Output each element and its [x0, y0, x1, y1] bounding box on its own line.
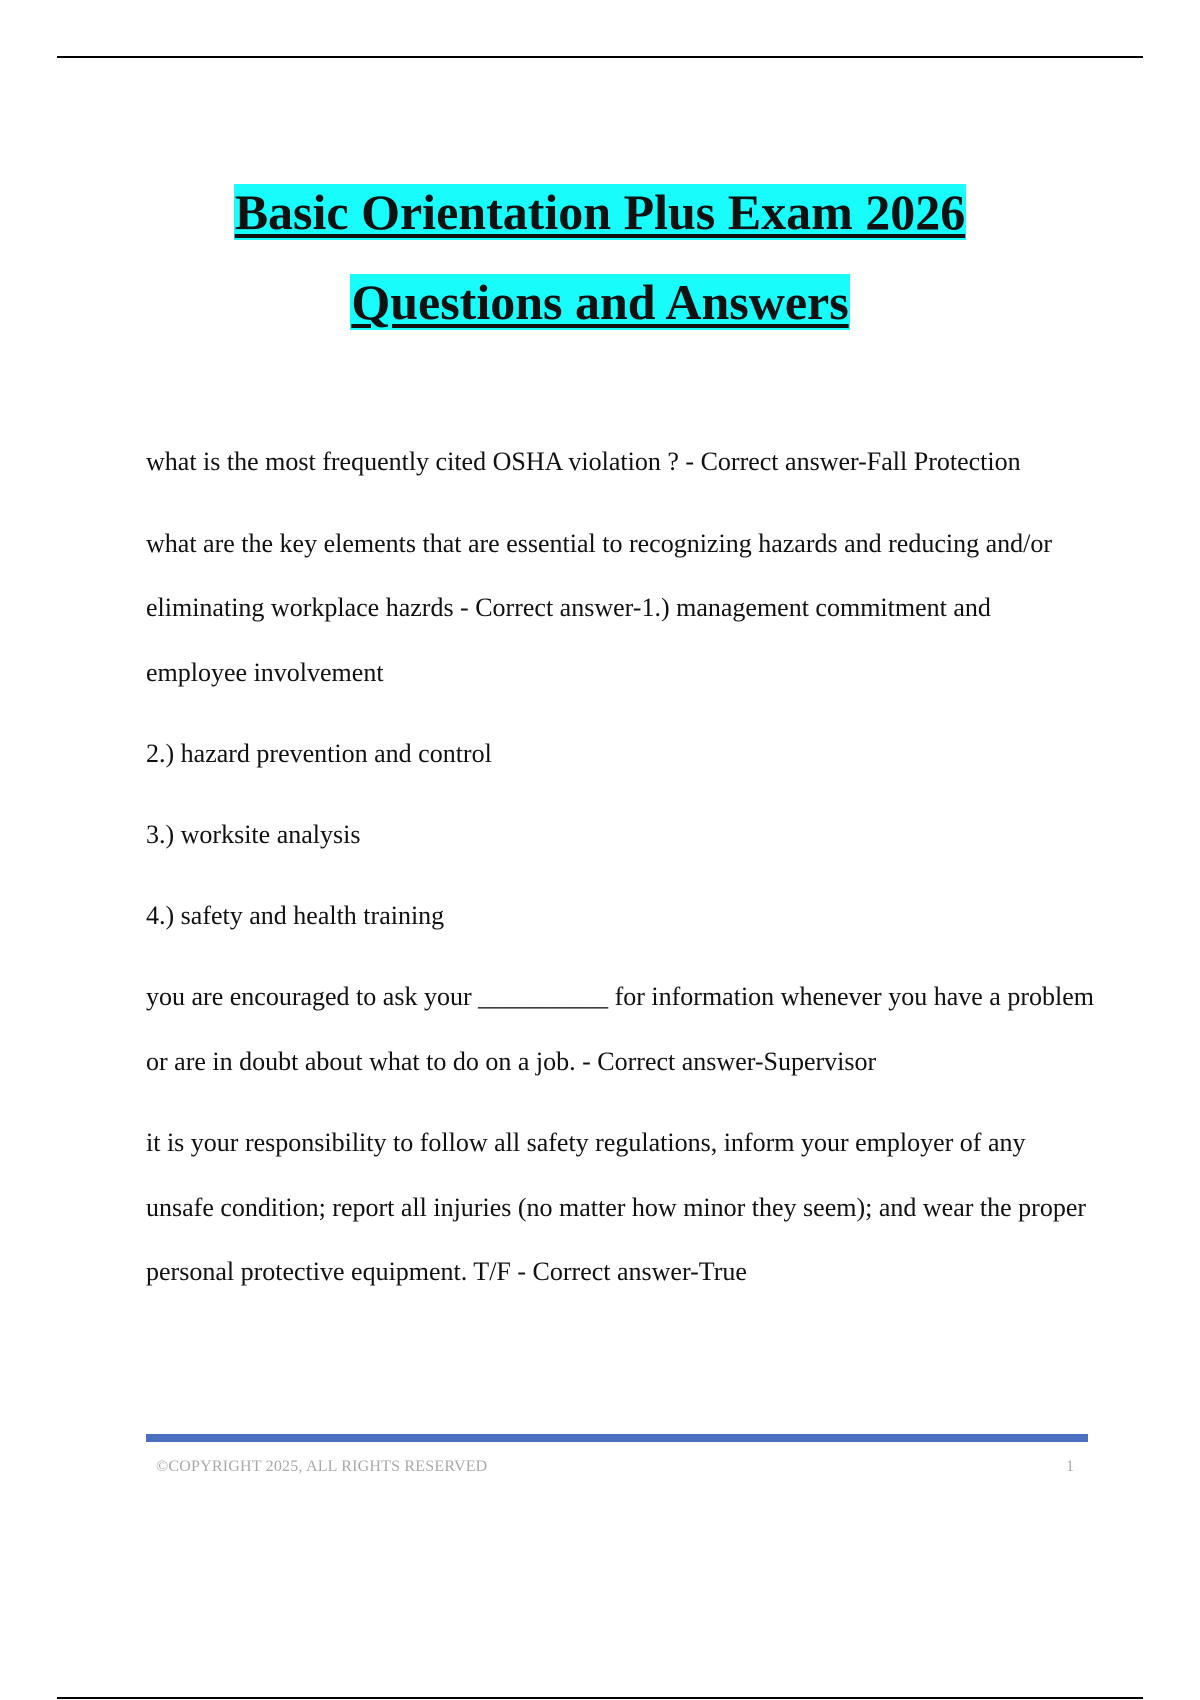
document-title-line-2 [0, 273, 1200, 331]
footer-copyright: ©COPYRIGHT 2025, ALL RIGHTS RESERVED [156, 1458, 488, 1475]
footer-divider-bar [146, 1434, 1088, 1442]
qa-paragraph-3: 2.) hazard prevention and control [146, 739, 492, 768]
title-line-1-text: Basic Orientation Plus Exam 2026 [234, 184, 966, 240]
qa-paragraph-4: 3.) worksite analysis [146, 820, 361, 849]
footer-page-number: 1 [1066, 1458, 1074, 1475]
qa-paragraph-6: you are encouraged to ask your __________ for information whenever you have a problem or are in doubt about what to do on a job. - Correct answer-Supervisor [146, 982, 1094, 1076]
qa-paragraph-7: it is your responsibility to follow all safety regulations, inform your employer of any unsafe condition; report all injuries (no matter how minor they seem); and wear the proper personal protective equipment. T/F - Correct answer-True [146, 1128, 1087, 1286]
qa-paragraph-1: what is the most frequently cited OSHA violation ? - Correct answer-Fall Protection [146, 447, 1021, 476]
document-title-line-1 [0, 183, 1200, 241]
document-body [146, 430, 1096, 1322]
top-rule [57, 56, 1143, 58]
qa-paragraph-2: what are the key elements that are essential to recognizing hazards and reducing and/or eliminating workplace hazrds - Correct answer-1.) management commitment and employee involvement [146, 528, 1053, 687]
bottom-rule [57, 1697, 1143, 1699]
qa-paragraph-5: 4.) safety and health training [146, 901, 445, 930]
title-line-2-text: Questions and Answers [351, 274, 849, 330]
